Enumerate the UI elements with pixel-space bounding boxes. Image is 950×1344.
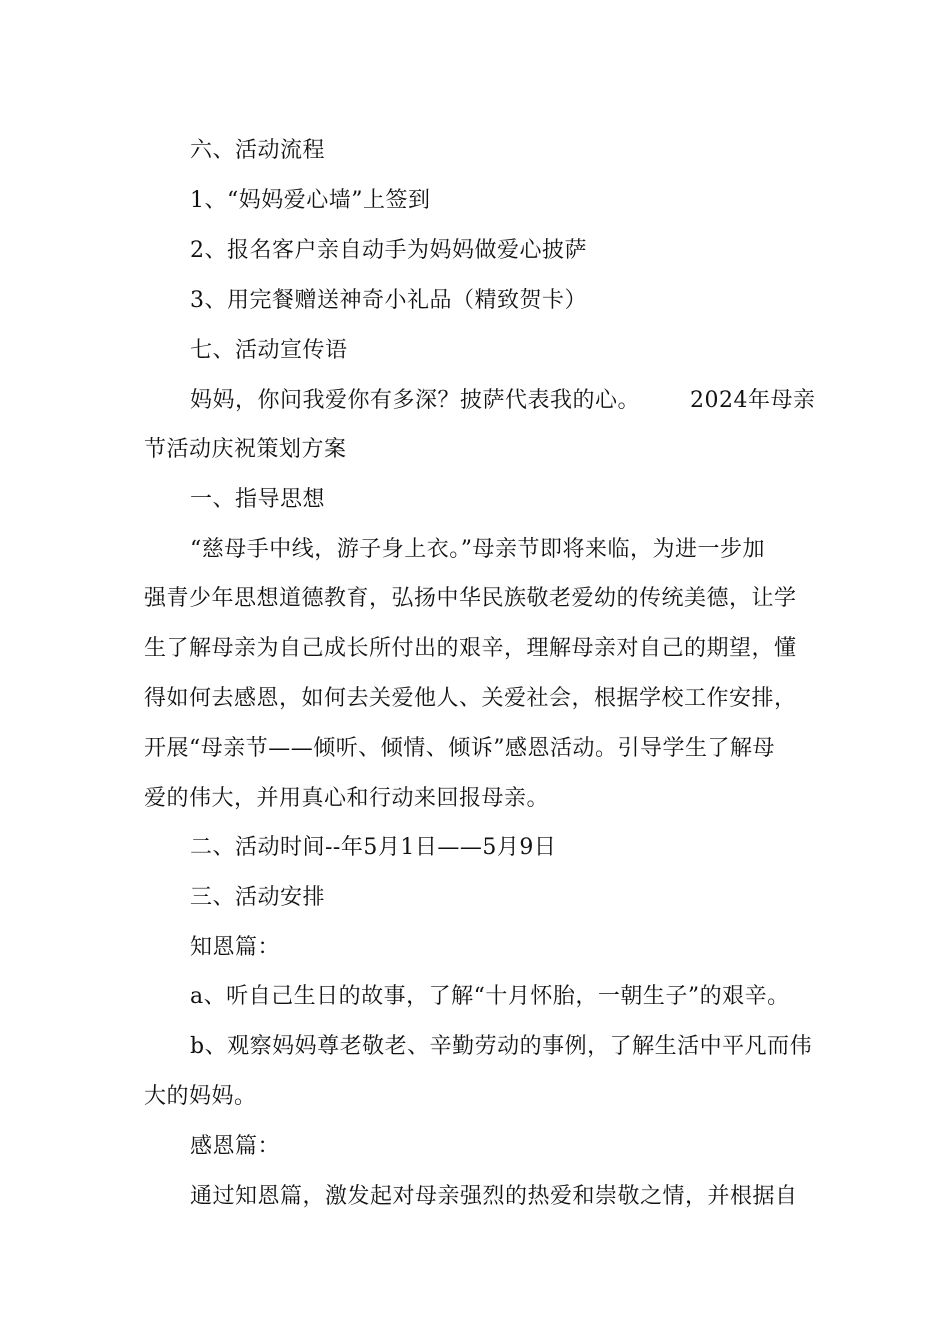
paragraph-line: 爱的伟大，并用真心和行动来回报母亲。 xyxy=(144,786,550,811)
item-a: a、听自己生日的故事，了解“十月怀胎，一朝生子”的艰辛。 xyxy=(190,984,790,1009)
subheading-zhien: 知恩篇： xyxy=(190,935,281,960)
plan-title-start: 2024年母亲 xyxy=(690,388,816,413)
item-b: b、观察妈妈尊老敬老、辛勤劳动的事例，了解生活中平凡而伟 xyxy=(190,1034,813,1059)
paragraph-line: 得如何去感恩，如何去关爱他人、关爱社会，根据学校工作安排， xyxy=(144,686,797,711)
paragraph-line: “慈母手中线，游子身上衣。”母亲节即将来临，为进一步加 xyxy=(190,537,765,562)
paragraph-line: 强青少年思想道德教育，弘扬中华民族敬老爱幼的传统美德，让学 xyxy=(144,586,797,611)
section-heading-6: 六、活动流程 xyxy=(190,138,326,163)
plan-title-end: 节活动庆祝策划方案 xyxy=(144,437,347,462)
process-item-3: 3、用完餐赠送神奇小礼品（精致贺卡） xyxy=(190,288,587,313)
slogan-text: 妈妈，你问我爱你有多深？披萨代表我的心。 xyxy=(190,388,641,413)
process-item-2: 2、报名客户亲自动手为妈妈做爱心披萨 xyxy=(190,238,587,263)
process-item-1: 1、“妈妈爱心墙”上签到 xyxy=(190,188,431,213)
item-b-continued: 大的妈妈。 xyxy=(144,1084,257,1109)
paragraph-line: 开展“母亲节——倾听、倾情、倾诉”感恩活动。引导学生了解母 xyxy=(144,736,775,761)
section-heading-7: 七、活动宣传语 xyxy=(190,338,348,363)
paragraph-line: 通过知恩篇，激发起对母亲强烈的热爱和崇敬之情，并根据自 xyxy=(190,1184,798,1209)
section-heading-1: 一、指导思想 xyxy=(190,487,326,512)
subheading-ganen: 感恩篇： xyxy=(190,1134,281,1159)
section-heading-3: 三、活动安排 xyxy=(190,885,326,910)
paragraph-line: 生了解母亲为自己成长所付出的艰辛，理解母亲对自己的期望，懂 xyxy=(144,636,797,661)
section-heading-2: 二、活动时间--年5月1日——5月9日 xyxy=(190,835,557,860)
